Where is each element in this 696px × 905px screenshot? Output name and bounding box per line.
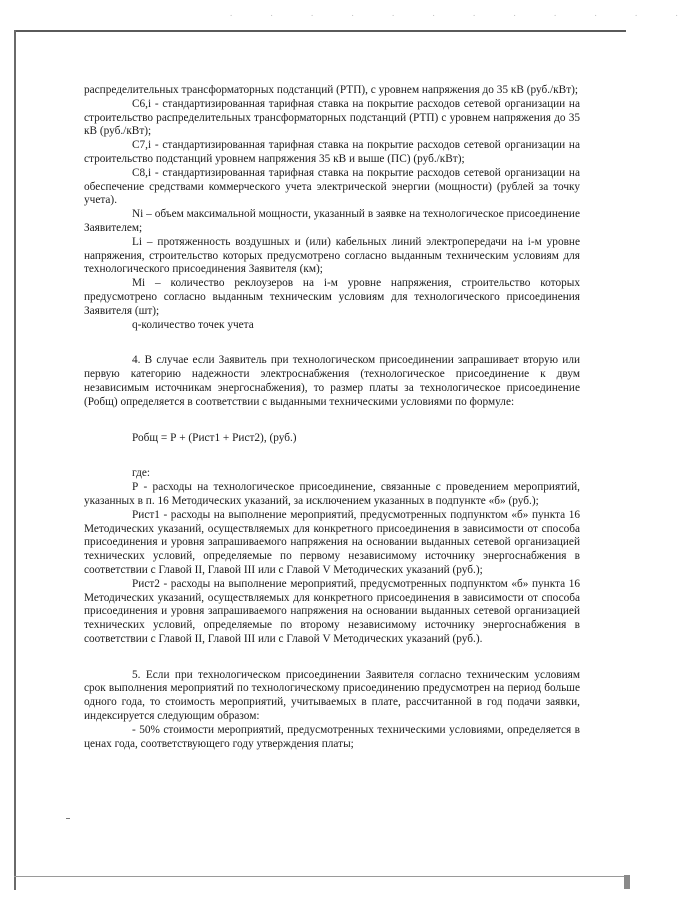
- paragraph-mi: Mi – количество реклоузеров на i-м уровне напряжения, строительство которых предусмотрено согласно выданным техническим условиям для технологического присоединения Заявителя (шт);: [84, 277, 580, 317]
- paragraph-50-percent: - 50% стоимости мероприятий, предусмотренных техническими условиями, определяется в ценах года, соответствующего году утверждения платы;: [84, 723, 580, 750]
- scan-edge-mark: [624, 875, 630, 889]
- paragraph-p: Р - расходы на технологическое присоединение, связанные с проведением мероприятий, указанных в п. 16 Методических указаний, за исключением указанных в подпункте «б» (руб.);: [84, 481, 580, 507]
- paragraph-c8: C8,i - стандартизированная тарифная ставка на покрытие расходов сетевой организации на обеспечение средствами коммерческого учета электрической энергии (мощности) (рублей за точку учета).: [84, 166, 580, 207]
- scan-border-left: [14, 30, 16, 890]
- paragraph-c6: C6,i - стандартизированная тарифная ставка на покрытие расходов сетевой организации на строительство распределительных трансформаторных подстанций (РТП) с уровнем напряжения до 35 кВ (руб./кВт);: [84, 97, 580, 138]
- paragraph-ni: Ni – объем максимальной мощности, указанный в заявке на технологическое присоединение Заявителем;: [84, 208, 580, 234]
- paragraph-q: q-количество точек учета: [132, 318, 254, 331]
- scan-artifact-dots: . . . . . . . . . . . .: [230, 8, 696, 18]
- section-5-paragraph: 5. Если при технологическом присоединении Заявителя согласно техническим условиям срок выполнения мероприятий по технологическому присоединению предусмотрен на период больше одного года, то стоимость мероприятий, учитываемых в плате, рассчитанной в год подачи заявки, индексируется следующим образом:: [84, 668, 580, 723]
- spacer: [84, 647, 580, 669]
- document-page: [84, 84, 580, 751]
- spacer: [84, 445, 580, 467]
- section-4-paragraph: 4. В случае если Заявитель при технологическом присоединении запрашивает вторую или первую категорию надежности электроснабжения (технологическое присоединение к двум независимым источникам энергоснабжения), то размер платы за технологическое присоединение (Робщ) определяется в соответствии с выданными техническими условиями по формуле:: [84, 354, 580, 408]
- paragraph-c7: C7,i - стандартизированная тарифная ставка на покрытие расходов сетевой организации на строительство подстанций уровнем напряжения 35 кВ и выше (ПС) (руб./кВт);: [84, 139, 580, 165]
- formula-robsch: Робщ = Р + (Рист1 + Рист2), (руб.): [132, 431, 297, 444]
- paragraph-rist1: Рист1 - расходы на выполнение мероприятий, предусмотренных подпунктом «б» пункта 16 Методических указаний, осуществляемых для конкретного присоединения в зависимости от способа присоединения и уровня запрашиваемого напряжения на основании выданных сетевой организацией технических условий, определяемые по первому независимому источнику энергоснабжения в соответствии с Главой II, Главой III или с Главой V Методических указаний (руб.);: [84, 508, 580, 576]
- scan-border-bottom: [14, 876, 626, 877]
- where-label: где:: [132, 467, 150, 480]
- paragraph-rtp-continuation: распределительных трансформаторных подстанций (РТП), с уровнем напряжения до 35 кВ (руб./кВт);: [84, 84, 579, 96]
- scan-border-top: [14, 30, 626, 32]
- scan-speck: [66, 818, 70, 819]
- spacer: [84, 332, 580, 354]
- spacer: [84, 410, 580, 432]
- paragraph-li: Li – протяженность воздушных и (или) кабельных линий электропередачи на i-м уровне напряжения, строительство которых предусмотрено согласно выданным техническим условиям для технологического присоединения Заявителя (км);: [84, 235, 580, 276]
- paragraph-rist2: Рист2 - расходы на выполнение мероприятий, предусмотренных подпунктом «б» пункта 16 Методических указаний, осуществляемых для конкретного присоединения в зависимости от способа присоединения и уровня запрашиваемого напряжения на основании выданных сетевой организацией технических условий, определяемые по второму независимому источнику энергоснабжения в соответствии с Главой II, Главой III или с Главой V Методических указаний (руб.).: [84, 577, 580, 645]
